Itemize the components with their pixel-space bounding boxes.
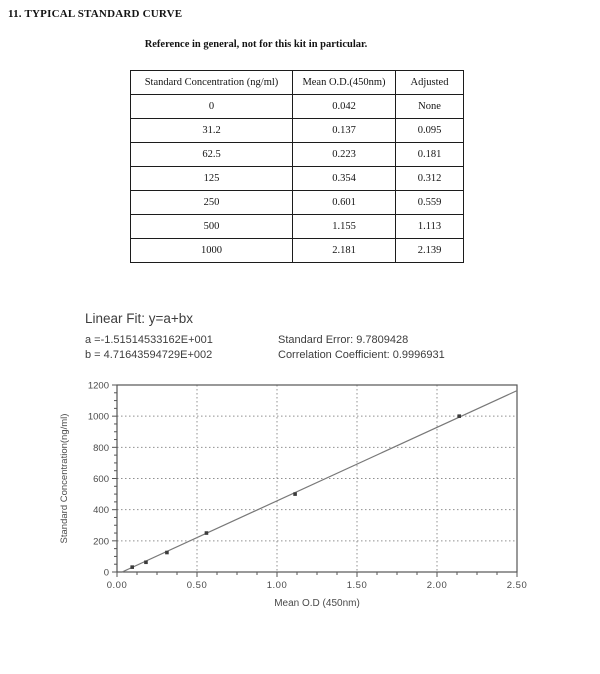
table-cell: 0.601	[293, 191, 396, 215]
svg-text:600: 600	[93, 474, 109, 485]
table-row	[131, 239, 464, 263]
table-row	[131, 167, 464, 191]
fit-correlation: Correlation Coefficient: 0.9996931	[278, 349, 445, 361]
svg-text:1200: 1200	[87, 380, 109, 392]
svg-text:400: 400	[93, 505, 109, 517]
svg-text:1.50: 1.50	[346, 580, 368, 591]
y-axis-label: Standard Concentration(ng/ml)	[59, 413, 70, 544]
table-cell: 0.223	[293, 143, 396, 167]
table-cell: None	[396, 95, 464, 119]
column-header: Mean O.D.(450nm)	[293, 71, 396, 95]
table-cell: 0.354	[293, 167, 396, 191]
svg-text:1.00: 1.00	[266, 580, 288, 591]
section-title: 11. TYPICAL STANDARD CURVE	[8, 8, 183, 20]
svg-text:800: 800	[93, 442, 109, 454]
table-cell: 0.181	[396, 143, 464, 167]
table-cell: 1000	[131, 239, 293, 263]
fit-standard-error: Standard Error: 9.7809428	[278, 334, 409, 346]
x-tick-labels	[107, 580, 528, 591]
table-cell: 250	[131, 191, 293, 215]
table-cell: 0.095	[396, 119, 464, 143]
table-header	[131, 71, 464, 95]
table-cell: 31.2	[131, 119, 293, 143]
table-row	[131, 215, 464, 239]
column-header: Standard Concentration (ng/ml)	[131, 71, 293, 95]
table-cell: 62.5	[131, 143, 293, 167]
svg-text:0.00: 0.00	[106, 580, 128, 591]
table-cell: 0.312	[396, 167, 464, 191]
subtitle: Reference in general, not for this kit in particular.	[144, 39, 368, 50]
grid-lines	[117, 385, 517, 572]
table-row	[131, 95, 464, 119]
table-cell: 0.042	[293, 95, 396, 119]
table-cell: 0.559	[396, 191, 464, 215]
x-axis-label: Mean O.D (450nm)	[274, 598, 360, 609]
svg-text:200: 200	[93, 536, 109, 548]
svg-text:2.00: 2.00	[426, 580, 448, 591]
table-cell: 500	[131, 215, 293, 239]
y-tick-labels	[88, 381, 109, 579]
linear-fit-summary	[85, 311, 445, 363]
fit-row-2	[85, 348, 445, 363]
table-cell: 125	[131, 167, 293, 191]
table-cell: 2.139	[396, 239, 464, 263]
table-cell: 1.155	[293, 215, 396, 239]
svg-text:0.50: 0.50	[186, 580, 208, 591]
svg-text:1000: 1000	[87, 411, 109, 423]
fit-row-1	[85, 333, 445, 348]
fit-b-value: b = 4.71643594729E+002	[85, 349, 213, 361]
column-header: Adjusted	[396, 71, 464, 95]
fit-a-value: a =-1.51514533162E+001	[85, 334, 213, 346]
table-row	[131, 143, 464, 167]
svg-text:2.50: 2.50	[506, 580, 528, 591]
table-row	[131, 119, 464, 143]
fit-title: Linear Fit: y=a+bx	[85, 311, 194, 326]
table-row	[131, 191, 464, 215]
table-cell: 2.181	[293, 239, 396, 263]
table-cell: 0.137	[293, 119, 396, 143]
standard-curve-chart	[55, 374, 555, 624]
table-cell: 0	[131, 95, 293, 119]
table-cell: 1.113	[396, 215, 464, 239]
standard-curve-table	[130, 70, 464, 263]
svg-text:0: 0	[103, 567, 109, 579]
